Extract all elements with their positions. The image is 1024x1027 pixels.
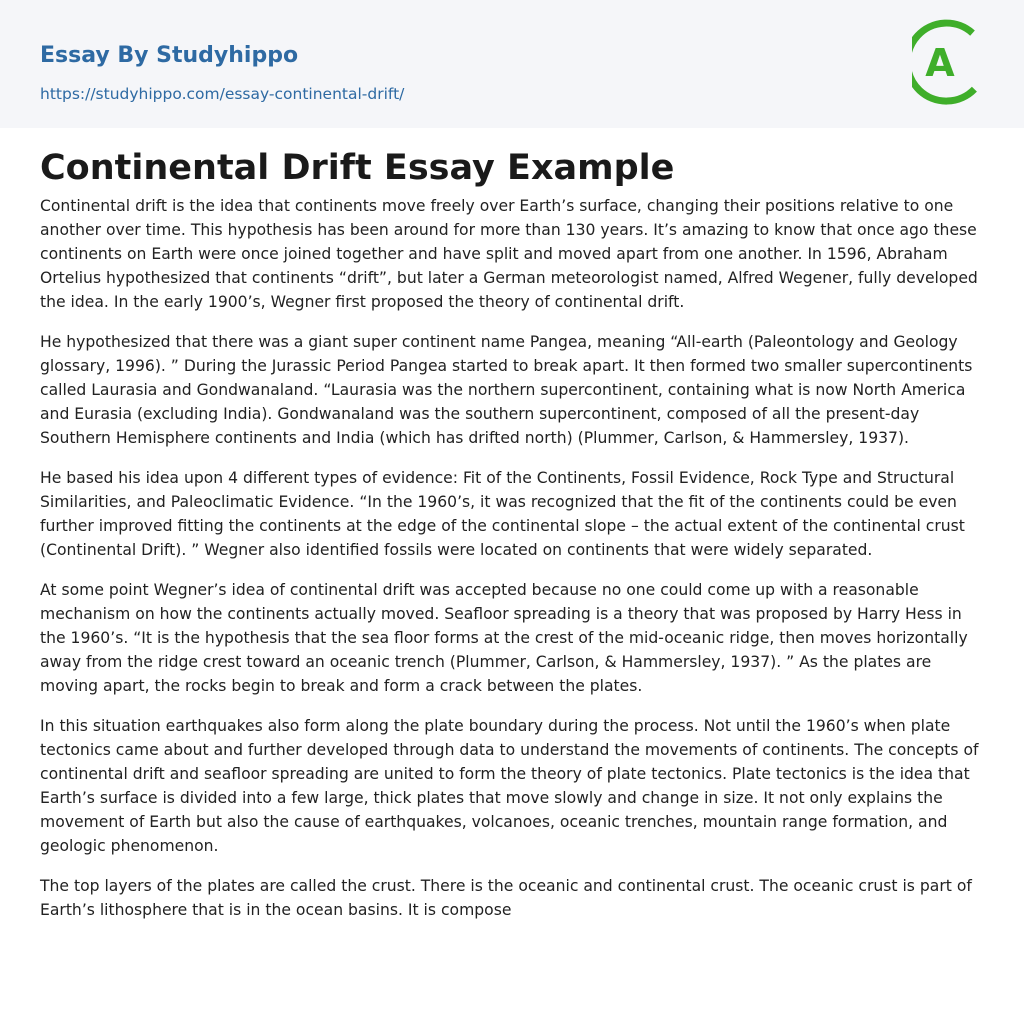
paragraph-4: At some point Wegner’s idea of continental drift was accepted because no one could come up with a reasonable mechanism on how the continents actually moved. Seafloor spreading is a theory that was proposed by Harry Hess in the 1960’s. “It is the hypothesis that the sea floor forms at the crest of the mid-oceanic ridge, then moves horizontally away from the ridge crest toward an oceanic trench (Plummer, Carlson, & Hammersley, 1937). ” As the plates are moving apart, the rocks begin to break and form a crack between the plates.	[40, 581, 968, 695]
paragraph-3: He based his idea upon 4 different types of evidence: Fit of the Continents, Fossil Evidence, Rock Type and Structural Similarities, and Paleoclimatic Evidence. “In the 1960’s, it was recognized that the fit of the continents could be even further improved fitting the continents at the edge of the continental slope – the actual extent of the continental crust (Continental Drift). ” Wegner also identified fossils were located on continents that were widely separated.	[40, 469, 965, 559]
site-header	[0, 0, 1024, 128]
logo-letter: A	[925, 41, 955, 85]
paragraph-1: Continental drift is the idea that continents move freely over Earth’s surface, changing their positions relative to one another over time. This hypothesis has been around for more than 130 years. It’s amazing to know that once ago these continents on Earth were once joined together and have split and moved apart from one another. In 1596, Abraham Ortelius hypothesized that continents “drift”, but later a German meteorologist named, Alfred Wegener, fully developed the idea. In the early 1900’s, Wegner first proposed the theory of continental drift.	[40, 197, 978, 311]
article	[0, 128, 1024, 922]
paragraph-2: He hypothesized that there was a giant super continent name Pangea, meaning “All-earth (Paleontology and Geology glossary, 1996). ” During the Jurassic Period Pangea started to break apart. It then formed two smaller supercontinents called Laurasia and Gondwanaland. “Laurasia was the northern supercontinent, containing what is now North America and Eurasia (excluding India). Gondwanaland was the southern supercontinent, composed of all the present-day Southern Hemisphere continents and India (which has drifted north) (Plummer, Carlson, & Hammersley, 1937).	[40, 333, 973, 447]
paragraph-5: In this situation earthquakes also form along the plate boundary during the process. Not until the 1960’s when plate tectonics came about and further developed through data to understand the movements of continents. The concepts of continental drift and seafloor spreading are united to form the theory of plate tectonics. Plate tectonics is the idea that Earth’s surface is divided into a few large, thick plates that move slowly and change in size. It not only explains the movement of Earth but also the cause of earthquakes, volcanoes, oceanic trenches, mountain range formation, and geologic phenomenon.	[40, 717, 979, 855]
page-url-link[interactable]: https://studyhippo.com/essay-continental-drift/	[40, 85, 405, 103]
paragraph-6: The top layers of the plates are called the crust. There is the oceanic and continental crust. The oceanic crust is part of Earth’s lithosphere that is in the ocean basins. It is compose	[40, 877, 972, 919]
page-title: Continental Drift Essay Example	[40, 148, 675, 188]
studyhippo-logo-icon[interactable]	[912, 19, 986, 105]
site-brand-title[interactable]: Essay By Studyhippo	[40, 43, 299, 68]
